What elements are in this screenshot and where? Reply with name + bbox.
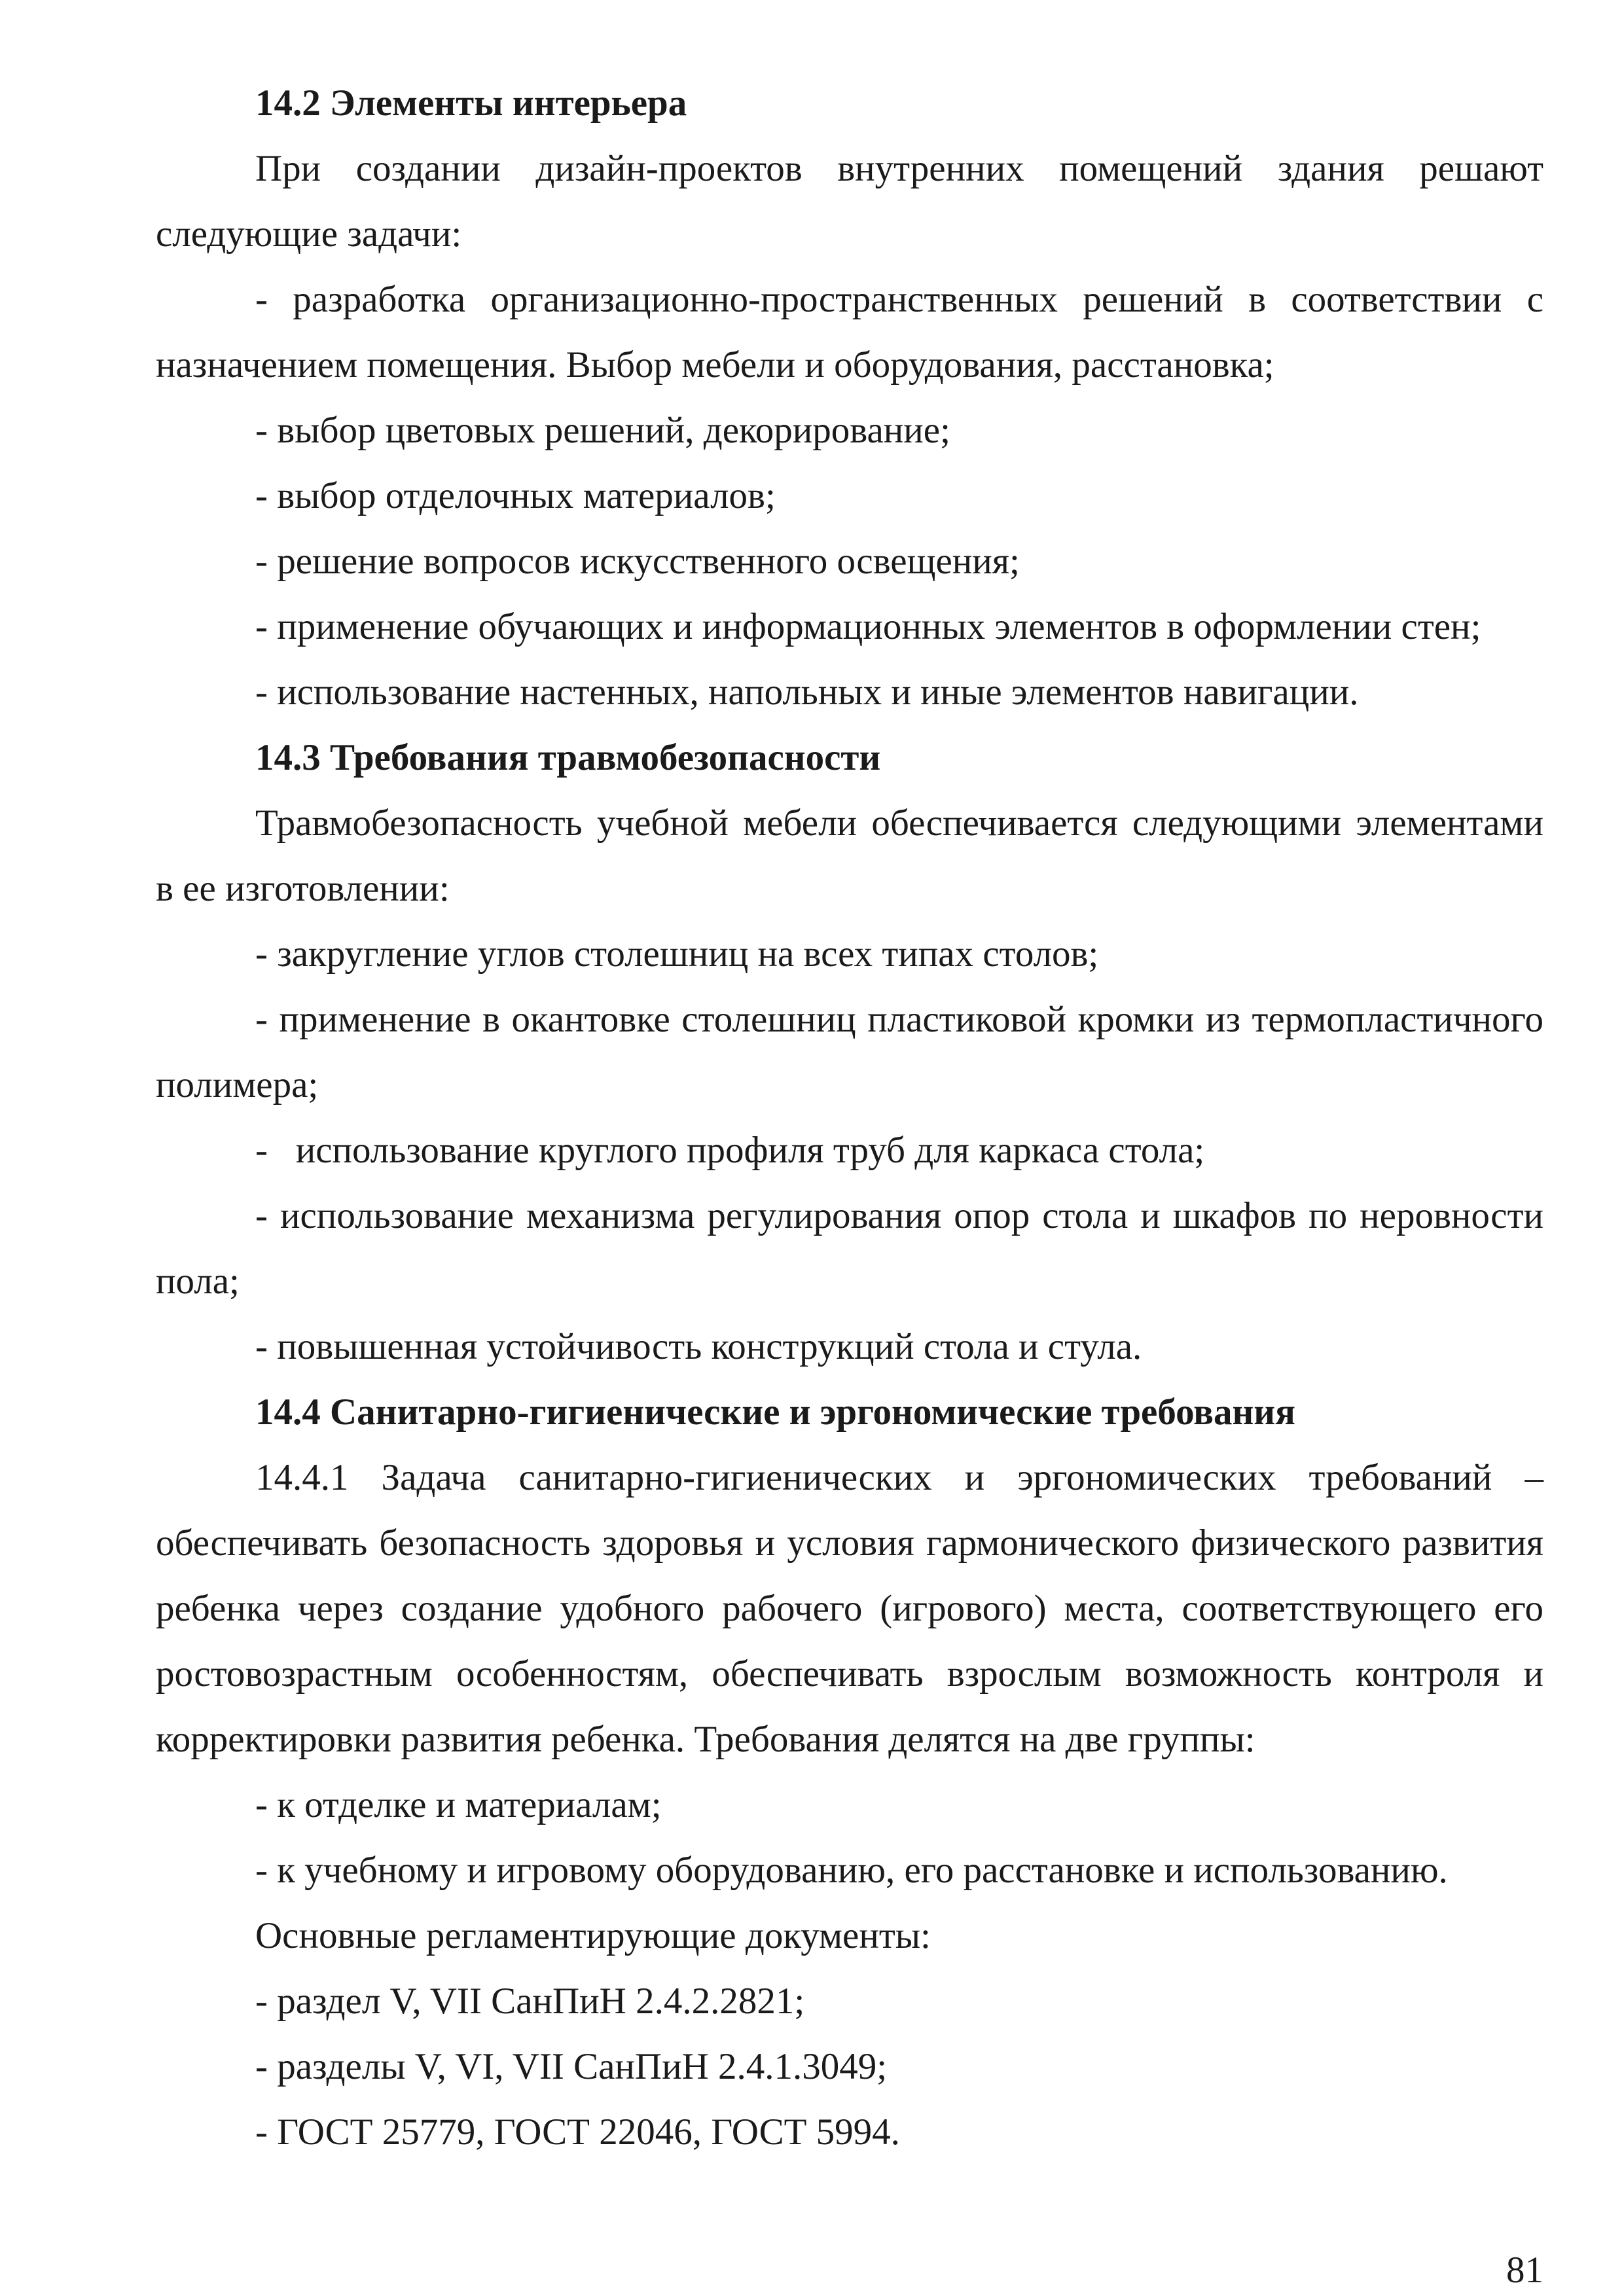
list-item: - использование механизма регулирования опор стола и шкафов по неровности	[255, 1195, 1543, 1236]
list-item: - решение вопросов искусственного освещения;	[255, 541, 1020, 582]
paragraph-line: следующие задачи:	[156, 213, 462, 255]
list-item: - к учебному и игровому оборудованию, его расстановке и использованию.	[255, 1850, 1448, 1891]
list-item: - выбор отделочных материалов;	[255, 475, 776, 516]
paragraph-line: 14.4.1 Задача санитарно-гигиенических и эргономических требований –	[255, 1457, 1543, 1498]
list-item: - использование настенных, напольных и иные элементов навигации.	[255, 672, 1359, 713]
list-item: - раздел V, VII СанПиН 2.4.2.2821;	[255, 1981, 805, 2022]
section-heading-14-3: 14.3 Требования травмобезопасности	[255, 737, 881, 778]
list-item: - применение в окантовке столешниц пластиковой кромки из термопластичного	[255, 999, 1543, 1040]
paragraph-line: ростовозрастным особенностям, обеспечивать взрослым возможность контроля и	[156, 1653, 1543, 1695]
paragraph-line: назначением помещения. Выбор мебели и оборудования, расстановка;	[156, 344, 1274, 386]
section-heading-14-4: 14.4 Санитарно-гигиенические и эргономические требования	[255, 1391, 1295, 1433]
paragraph-line: пола;	[156, 1261, 240, 1302]
paragraph-line: полимера;	[156, 1064, 319, 1105]
paragraph-line: При создании дизайн-проектов внутренних помещений здания решают	[255, 148, 1543, 189]
list-item: - повышенная устойчивость конструкций стола и стула.	[255, 1326, 1142, 1367]
section-heading-14-2: 14.2 Элементы интерьера	[255, 82, 687, 124]
list-item: - разделы V, VI, VII СанПиН 2.4.1.3049;	[255, 2046, 888, 2087]
list-item: - использование круглого профиля труб для каркаса стола;	[255, 1130, 1205, 1171]
paragraph-line: корректировки развития ребенка. Требования делятся на две группы:	[156, 1719, 1255, 1760]
paragraph-line: ребенка через создание удобного рабочего (игрового) места, соответствующего его	[156, 1588, 1543, 1629]
list-item: - ГОСТ 25779, ГОСТ 22046, ГОСТ 5994.	[255, 2111, 900, 2153]
list-item: - применение обучающих и информационных элементов в оформлении стен;	[255, 606, 1481, 647]
paragraph-line: в ее изготовлении:	[156, 868, 450, 909]
list-item: - закругление углов столешниц на всех типах столов;	[255, 933, 1099, 975]
list-item: - разработка организационно-пространственных решений в соответствии с	[255, 279, 1543, 320]
paragraph-line: Основные регламентирующие документы:	[255, 1915, 931, 1956]
paragraph-line: обеспечивать безопасность здоровья и условия гармонического физического развития	[156, 1522, 1543, 1564]
page-number: 81	[1506, 2250, 1543, 2291]
list-item: - к отделке и материалам;	[255, 1784, 662, 1825]
paragraph-line: Травмобезопасность учебной мебели обеспечивается следующими элементами	[255, 802, 1543, 844]
list-item: - выбор цветовых решений, декорирование;	[255, 410, 950, 451]
